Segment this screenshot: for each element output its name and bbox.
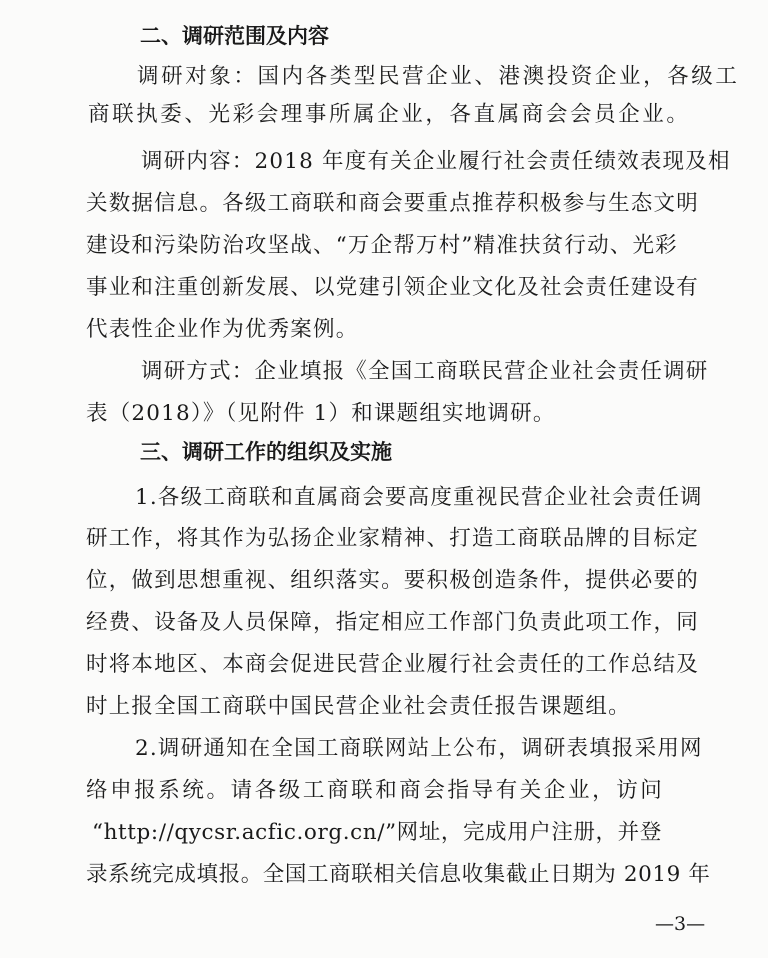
text-line: 时将本地区、本商会促进民营企业履行社会责任的工作总结及	[86, 652, 699, 677]
text-line: 时上报全国工商联中国民营企业社会责任报告课题组。	[86, 694, 631, 719]
text-line: 调研内容：2018 年度有关企业履行社会责任绩效表现及相	[141, 149, 731, 174]
text-line: 事业和注重创新发展、以党建引领企业文化及社会责任建设有	[86, 275, 699, 300]
text-line: 调研对象：国内各类型民营企业、港澳投资企业，各级工	[137, 64, 740, 89]
text-line: 表（2018）》（见附件 1）和课题组实地调研。	[86, 401, 556, 426]
text-line: 研工作，将其作为弘扬企业家精神、打造工商联品牌的目标定	[86, 526, 699, 551]
text-line: 调研方式：企业填报《全国工商联民营企业社会责任调研	[141, 359, 709, 384]
section-heading-organization: 三、调研工作的组织及实施	[140, 440, 392, 464]
text-line: 位，做到思想重视、组织落实。要积极创造条件，提供必要的	[86, 568, 699, 593]
text-line: 商联执委、光彩会理事所属企业，各直属商会会员企业。	[88, 102, 691, 127]
page-number: —3—	[655, 913, 706, 935]
text-line: 代表性企业作为优秀案例。	[86, 317, 359, 342]
text-line: 建设和污染防治攻坚战、“万企帮万村”精准扶贫行动、光彩	[86, 233, 678, 258]
text-line: 1.各级工商联和直属商会要高度重视民营企业社会责任调	[135, 485, 703, 510]
section-heading-scope: 二、调研范围及内容	[140, 24, 329, 48]
text-line: 经费、设备及人员保障，指定相应工作部门负责此项工作，同	[86, 610, 699, 635]
text-line: 2.调研通知在全国工商联网站上公布，调研表填报采用网	[135, 736, 703, 761]
text-line: 录系统完成填报。全国工商联相关信息收集截止日期为 2019 年	[86, 862, 711, 887]
url-text-line: “http://qycsr.acfic.org.cn/”网址，完成用户注册，并登	[92, 820, 662, 845]
text-line: 关数据信息。各级工商联和商会要重点推荐积极参与生态文明	[86, 191, 699, 216]
text-line: 络申报系统。请各级工商联和商会指导有关企业，访问	[86, 778, 665, 803]
